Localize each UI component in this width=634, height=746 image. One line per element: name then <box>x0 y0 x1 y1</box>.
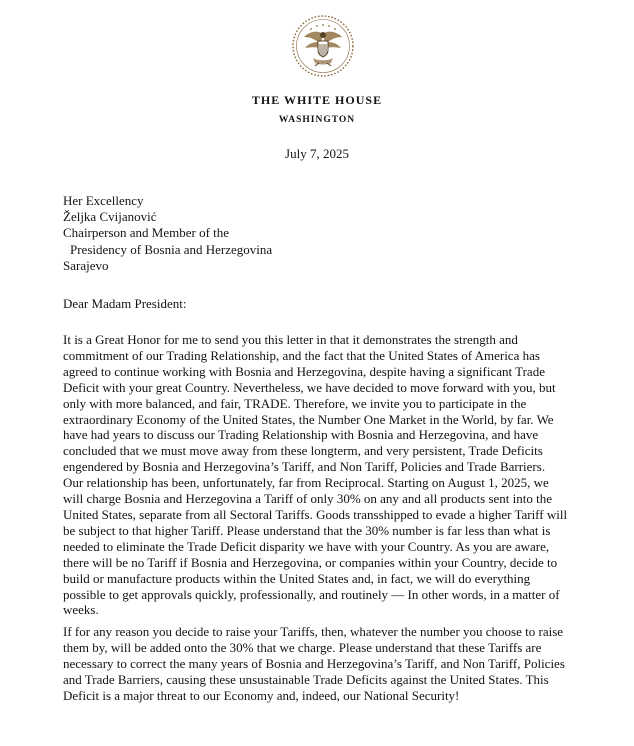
paragraph-line: necessary to correct the many years of Bosnia and Herzegovina’s Tariff, and Non Tariff, Policies <box>63 655 565 671</box>
addressee-line: Presidency of Bosnia and Herzegovina <box>70 241 273 257</box>
presidential-seal-icon <box>291 14 355 78</box>
letterhead-organization: THE WHITE HOUSE <box>251 93 383 107</box>
salutation: Dear Madam President: <box>63 296 187 311</box>
paragraph-line: extraordinary Economy of the United States, the Number One Market in the World, by far. We <box>63 411 554 427</box>
paragraph-line: weeks. <box>63 602 99 618</box>
paragraph-line: concluded that we must move away from these longterm, and very persistent, Trade Deficits <box>63 443 543 459</box>
paragraph-line: only with more balanced, and fair, TRADE. Therefore, we invite you to participate in the <box>63 395 527 411</box>
addressee-line: Sarajevo <box>63 257 109 273</box>
paragraph-line: If for any reason you decide to raise your Tariffs, then, whatever the number you choose to raise <box>63 624 564 639</box>
paragraph-line: commitment of our Trading Relationship, and the fact that the United States of America has <box>63 347 540 363</box>
paragraph-line: Our relationship has been, unfortunately, far from Reciprocal. Starting on August 1, 2025, we <box>63 475 549 491</box>
paragraph-line: will charge Bosnia and Herzegovina a Tariff of only 30% on any and all products sent into the <box>63 491 552 507</box>
paragraph-line: and Trade Barriers, causing these unsustainable Trade Deficits against the United States. This <box>63 671 549 687</box>
paragraph-line: be subject to that higher Tariff. Please understand that the 30% number is far less than what is <box>63 522 551 538</box>
paragraph-line: agreed to continue working with Bosnia and Herzegovina, despite having a significant Trade <box>63 363 545 379</box>
paragraph-line: It is a Great Honor for me to send you this letter in that it demonstrates the strength and <box>63 332 518 347</box>
letter-date: July 7, 2025 <box>285 146 349 161</box>
paragraph-line: there will be no Tariff if Bosnia and Herzegovina, or companies within your Country, decide to <box>63 554 558 570</box>
addressee-line: Željka Cvijanović <box>63 209 157 225</box>
paragraph-line: Deficit is a major threat to our Economy and, indeed, our National Security! <box>63 687 460 703</box>
paragraph-line: possible to get approvals quickly, professionally, and routinely — In other words, in a matter of <box>63 586 560 602</box>
paragraph-line: build or manufacture products within the United States and, in fact, we will do everything <box>63 570 531 586</box>
body-paragraph-2 <box>63 624 629 704</box>
paragraph-line: needed to eliminate the Trade Deficit disparity we have with your Country. As you are aware, <box>63 538 550 554</box>
addressee-line: Her Excellency <box>63 193 144 208</box>
body-paragraph-1 <box>63 332 629 618</box>
paragraph-line: United States, separate from all Sectoral Tariffs. Goods transshipped to evade a higher Tariff will <box>63 506 568 522</box>
letterhead-location: WASHINGTON <box>278 115 356 125</box>
addressee-line: Chairperson and Member of the <box>63 225 230 241</box>
paragraph-line: them by, will be added onto the 30% that we charge. Please understand that these Tariffs are <box>63 639 542 655</box>
paragraph-line: engendered by Bosnia and Herzegovina’s Tariff, and Non Tariff, Policies and Trade Barriers. <box>63 459 546 475</box>
addressee-block <box>63 193 272 274</box>
paragraph-line: have had years to discuss our Trading Relationship with Bosnia and Herzegovina, and have <box>63 427 539 443</box>
paragraph-line: Deficit with your great Country. Nevertheless, we have decided to move forward with you, but <box>63 379 556 395</box>
